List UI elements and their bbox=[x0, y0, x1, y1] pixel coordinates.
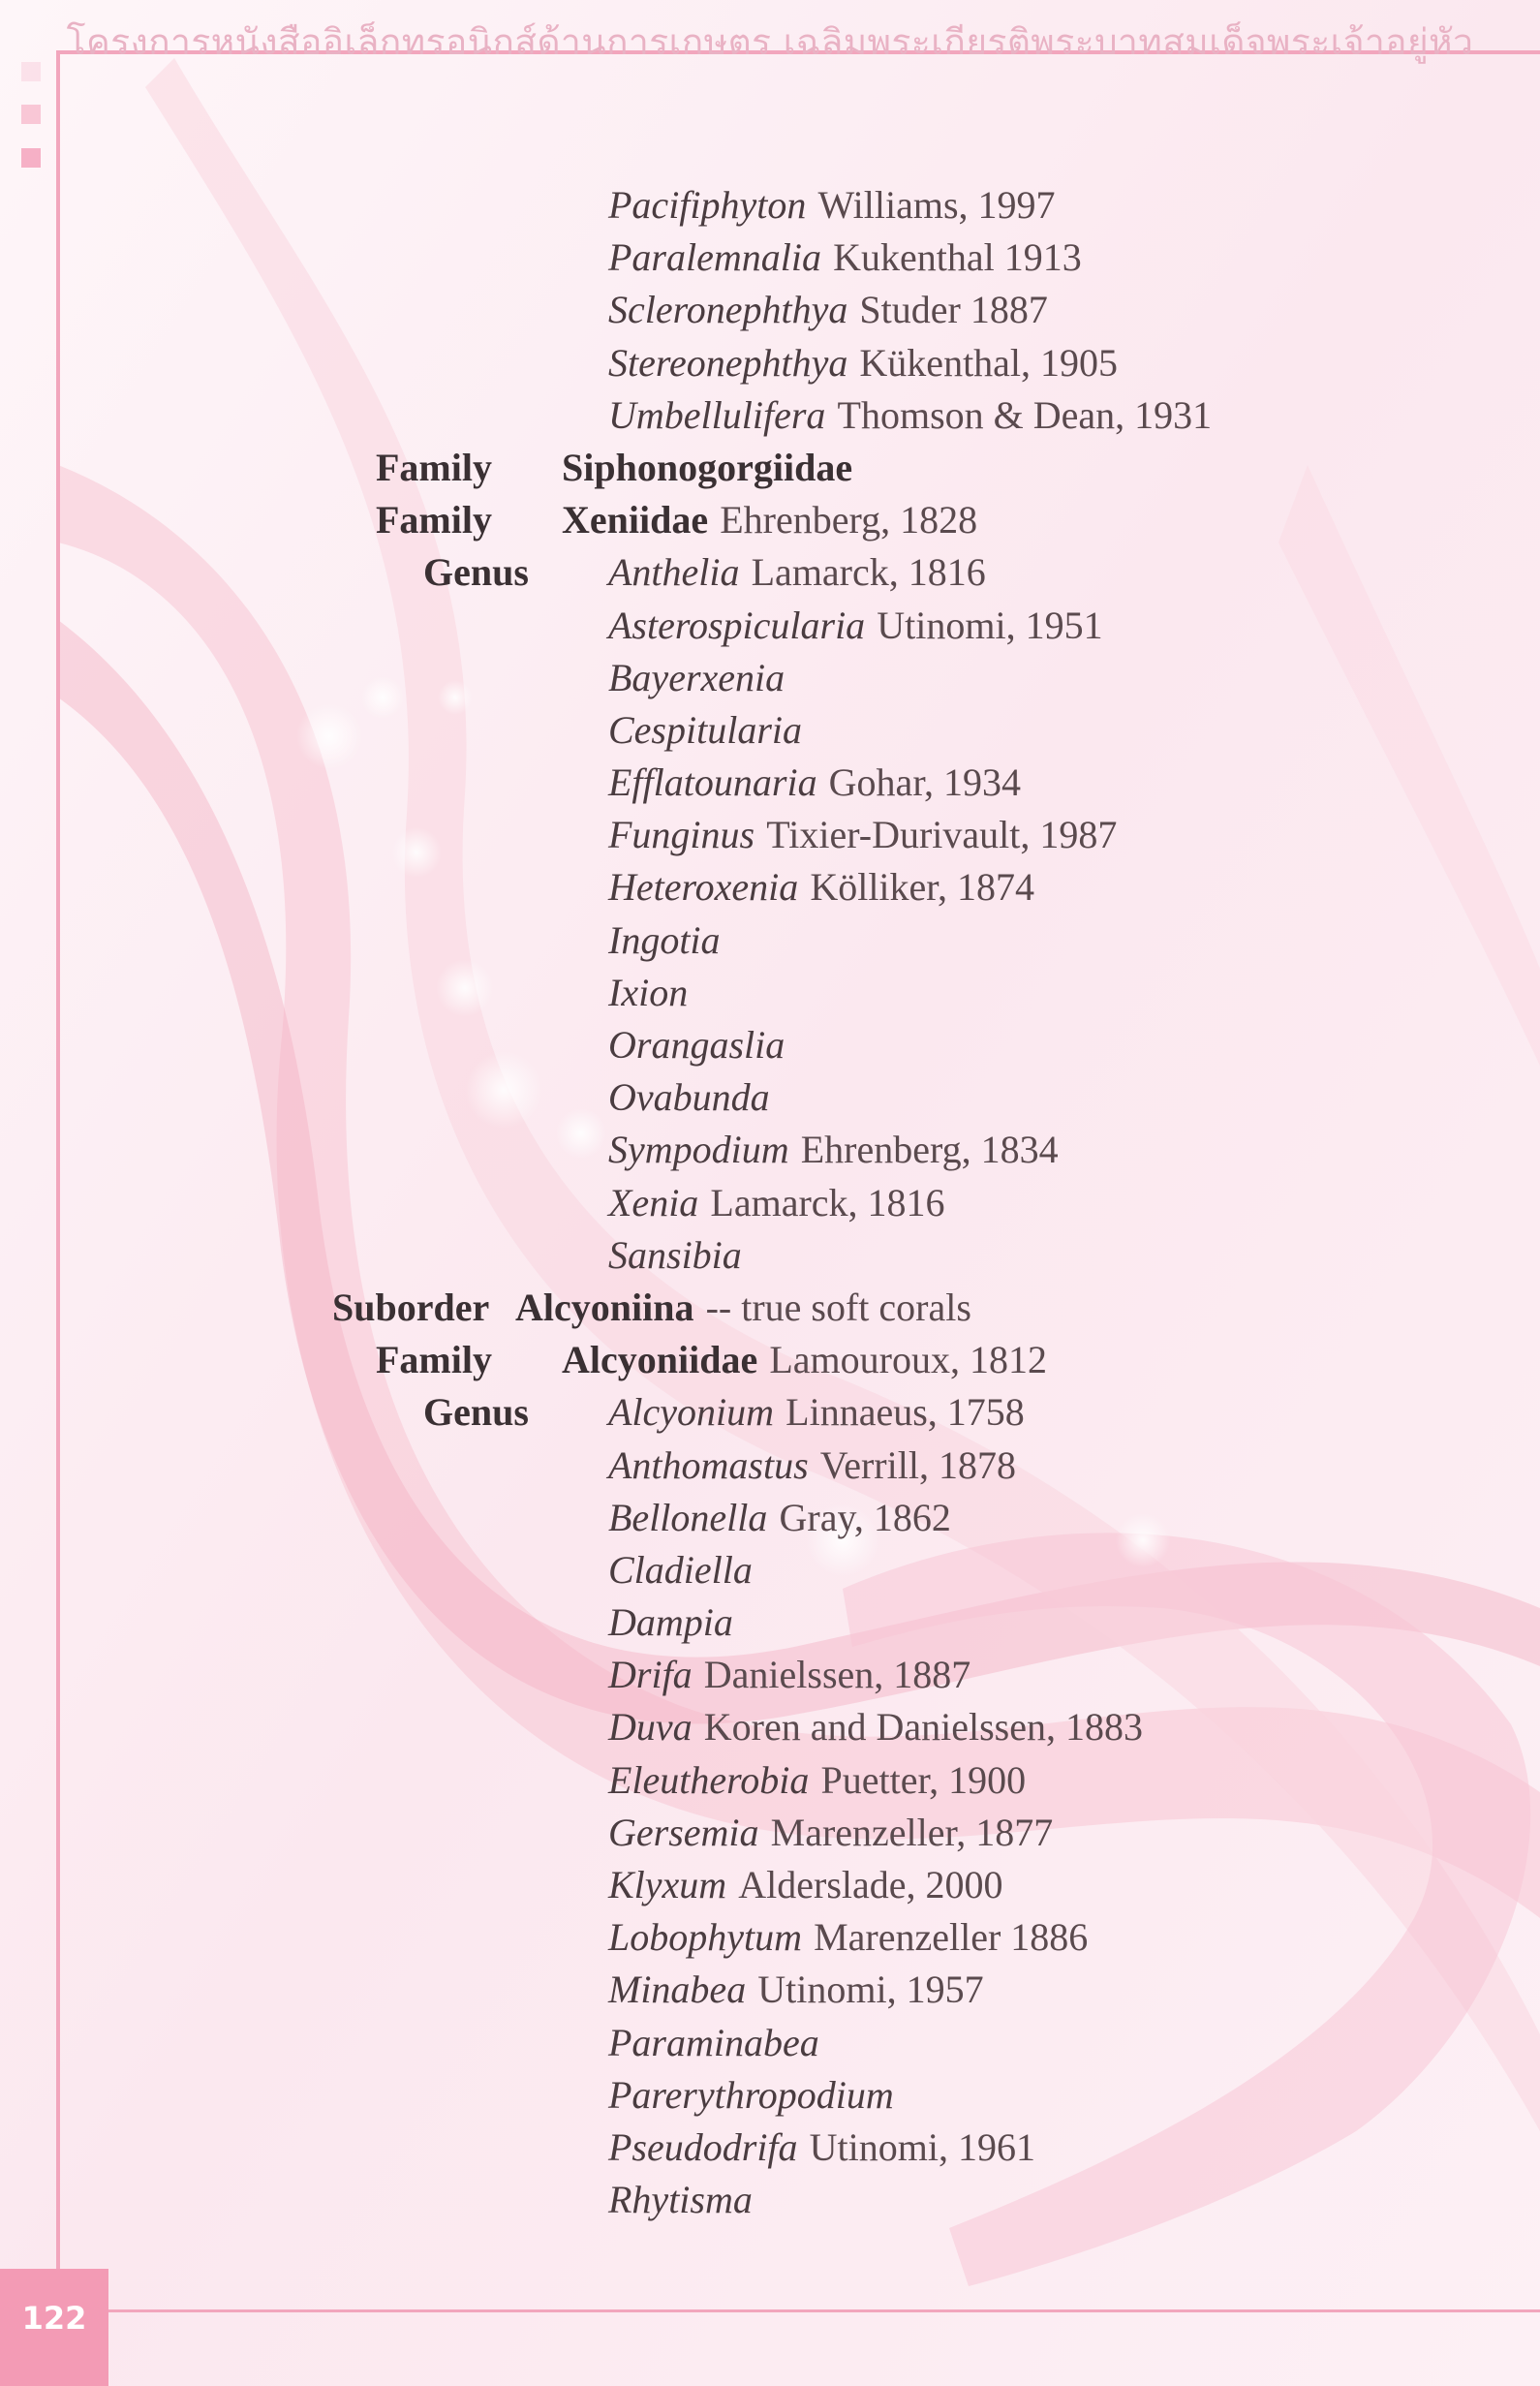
taxon-name: Pseudodrifa bbox=[608, 2124, 798, 2169]
taxon-name: Umbellulifera bbox=[608, 392, 826, 437]
taxon-entry bbox=[608, 1859, 1003, 1911]
taxon-authority: Studer 1887 bbox=[859, 288, 1048, 332]
taxon-row bbox=[329, 1334, 1395, 1386]
taxon-authority: Verrill, 1878 bbox=[819, 1442, 1016, 1487]
taxon-entry bbox=[608, 757, 1021, 809]
taxon-entry bbox=[608, 704, 802, 757]
taxon-name: Bayerxenia bbox=[608, 655, 785, 699]
taxon-entry bbox=[562, 1334, 1047, 1386]
taxon-name: Parerythropodium bbox=[608, 2072, 894, 2117]
taxon-name: Alcyoniidae bbox=[562, 1338, 758, 1382]
taxon-entry bbox=[608, 1701, 1143, 1753]
decorative-square bbox=[21, 105, 41, 124]
taxon-entry bbox=[608, 546, 986, 599]
taxon-row bbox=[329, 442, 1395, 494]
taxon-authority: Lamarck, 1816 bbox=[751, 550, 986, 595]
taxon-row bbox=[329, 2122, 1395, 2174]
taxon-name: Sympodium bbox=[608, 1128, 789, 1172]
taxon-row bbox=[329, 1649, 1395, 1701]
taxon-authority: Utinomi, 1961 bbox=[809, 2124, 1035, 2169]
taxon-row bbox=[329, 232, 1395, 284]
taxon-entry bbox=[608, 1229, 742, 1282]
taxon-row bbox=[329, 1596, 1395, 1649]
taxon-name: Minabea bbox=[608, 1968, 747, 2012]
taxon-entry bbox=[608, 967, 688, 1019]
taxon-entry bbox=[608, 1492, 951, 1544]
taxon-row bbox=[329, 1071, 1395, 1124]
page-number: 122 bbox=[21, 2300, 87, 2337]
taxon-entry bbox=[608, 2017, 819, 2069]
frame-bottom-line bbox=[108, 2309, 1540, 2312]
taxon-row bbox=[329, 600, 1395, 652]
taxon-name: Pacifiphyton bbox=[608, 183, 807, 227]
taxon-row bbox=[329, 861, 1395, 914]
taxon-entry bbox=[608, 1807, 1053, 1859]
book-header: โครงการหนังสืออิเล็กทรอนิกส์ด้านการเกษตร เฉลิมพระเกียรติพระบาทสมเด็จพระเจ้าอยู่หัว bbox=[66, 21, 1474, 63]
taxon-name: Siphonogorgiidae bbox=[562, 445, 853, 489]
taxon-row bbox=[329, 809, 1395, 861]
taxon-row bbox=[329, 1177, 1395, 1229]
taxon-entry bbox=[608, 1964, 984, 2016]
taxon-entry bbox=[608, 389, 1212, 442]
taxon-row bbox=[329, 494, 1395, 546]
taxon-authority: Tixier-Durivault, 1987 bbox=[766, 813, 1118, 857]
taxon-name: Anthelia bbox=[608, 550, 740, 595]
taxon-authority: Lamarck, 1816 bbox=[710, 1180, 945, 1224]
taxon-authority: Ehrenberg, 1834 bbox=[800, 1128, 1059, 1172]
taxon-row bbox=[329, 914, 1395, 967]
taxon-name: Eleutherobia bbox=[608, 1757, 810, 1802]
taxon-authority: Marenzeller, 1877 bbox=[770, 1810, 1054, 1854]
taxon-name: Gersemia bbox=[608, 1810, 759, 1854]
taxon-row bbox=[329, 757, 1395, 809]
taxon-name: Paraminabea bbox=[608, 2020, 819, 2064]
taxon-name: Dampia bbox=[608, 1600, 733, 1645]
taxon-name: Xenia bbox=[608, 1180, 699, 1224]
taxon-entry bbox=[608, 284, 1048, 336]
taxon-name: Duva bbox=[608, 1705, 693, 1750]
taxon-name: Cespitularia bbox=[608, 707, 803, 752]
taxon-row bbox=[329, 337, 1395, 389]
taxon-row bbox=[329, 1124, 1395, 1176]
rank-label: Family bbox=[376, 498, 492, 542]
taxon-authority: Danielssen, 1887 bbox=[703, 1653, 971, 1697]
taxon-row bbox=[329, 546, 1395, 599]
taxon-authority: -- true soft corals bbox=[705, 1285, 971, 1329]
taxon-row bbox=[329, 1701, 1395, 1753]
taxon-authority: Ehrenberg, 1828 bbox=[720, 498, 978, 542]
taxon-entry bbox=[608, 600, 1103, 652]
taxon-authority: Williams, 1997 bbox=[817, 183, 1056, 227]
taxon-entry bbox=[608, 232, 1082, 284]
taxon-name: Bellonella bbox=[608, 1495, 768, 1539]
taxon-name: Klyxum bbox=[608, 1863, 727, 1906]
taxon-name: Ixion bbox=[608, 970, 689, 1014]
taxon-authority: Utinomi, 1951 bbox=[877, 603, 1103, 647]
taxon-entry bbox=[515, 1282, 971, 1334]
taxon-name: Paralemnalia bbox=[608, 235, 821, 280]
taxon-entry bbox=[608, 2069, 894, 2122]
taxon-name: Funginus bbox=[608, 813, 755, 857]
taxon-authority: Gray, 1862 bbox=[779, 1495, 951, 1539]
taxon-name: Alcyoniina bbox=[515, 1285, 694, 1329]
taxon-authority: Kükenthal, 1905 bbox=[859, 340, 1119, 385]
frame-left-line bbox=[56, 50, 60, 2269]
taxon-row bbox=[329, 1282, 1395, 1334]
taxon-entry bbox=[562, 442, 852, 494]
taxon-row bbox=[329, 704, 1395, 757]
taxon-row bbox=[329, 2017, 1395, 2069]
taxon-entry bbox=[608, 1177, 945, 1229]
taxon-row bbox=[329, 179, 1395, 232]
taxon-name: Ingotia bbox=[608, 917, 721, 962]
taxon-name: Stereonephthya bbox=[608, 340, 848, 385]
taxon-name: Xeniidae bbox=[562, 498, 709, 542]
taxon-row bbox=[329, 1492, 1395, 1544]
taxon-row bbox=[329, 1229, 1395, 1282]
rank-label: Suborder bbox=[332, 1285, 490, 1329]
taxon-name: Drifa bbox=[608, 1653, 693, 1697]
taxon-name: Ovabunda bbox=[608, 1075, 770, 1120]
taxon-row bbox=[329, 1544, 1395, 1596]
taxon-name: Orangaslia bbox=[608, 1023, 785, 1067]
taxon-entry bbox=[608, 1649, 970, 1701]
taxon-entry bbox=[608, 1124, 1059, 1176]
rank-label: Family bbox=[376, 445, 492, 489]
taxon-name: Anthomastus bbox=[608, 1442, 809, 1487]
taxon-authority: Linnaeus, 1758 bbox=[785, 1390, 1025, 1435]
taxon-name: Sansibia bbox=[608, 1232, 742, 1277]
rank-label: Genus bbox=[423, 550, 529, 595]
taxon-row bbox=[329, 1911, 1395, 1964]
taxon-name: Asterospicularia bbox=[608, 603, 866, 647]
taxon-entry bbox=[608, 1440, 1016, 1492]
taxon-entry bbox=[608, 1071, 770, 1124]
taxon-row bbox=[329, 1754, 1395, 1807]
taxon-authority: Thomson & Dean, 1931 bbox=[837, 392, 1213, 437]
rank-label: Family bbox=[376, 1338, 492, 1382]
taxon-authority: Utinomi, 1957 bbox=[757, 1968, 984, 2012]
taxon-entry bbox=[608, 1596, 733, 1649]
taxonomy-list bbox=[329, 179, 1395, 2226]
taxon-authority: Puetter, 1900 bbox=[820, 1757, 1027, 1802]
taxon-name: Scleronephthya bbox=[608, 288, 848, 332]
taxon-entry bbox=[608, 1386, 1025, 1439]
taxon-entry bbox=[608, 179, 1056, 232]
rank-label: Genus bbox=[423, 1390, 529, 1435]
taxon-row bbox=[329, 2174, 1395, 2226]
taxon-entry bbox=[608, 1754, 1026, 1807]
taxon-row bbox=[329, 1859, 1395, 1911]
taxon-row bbox=[329, 1019, 1395, 1071]
taxon-entry bbox=[562, 494, 977, 546]
taxon-entry bbox=[608, 861, 1034, 914]
taxon-authority: Koren and Danielssen, 1883 bbox=[703, 1705, 1143, 1750]
taxon-row bbox=[329, 1964, 1395, 2016]
taxon-name: Heteroxenia bbox=[608, 865, 799, 910]
taxon-authority: Kölliker, 1874 bbox=[810, 865, 1035, 910]
taxon-entry bbox=[608, 1019, 785, 1071]
taxon-authority: Marenzeller 1886 bbox=[814, 1915, 1089, 1960]
taxon-authority: Gohar, 1934 bbox=[828, 760, 1022, 805]
taxon-authority: Kukenthal 1913 bbox=[833, 235, 1082, 280]
taxon-name: Cladiella bbox=[608, 1547, 753, 1592]
taxon-row bbox=[329, 967, 1395, 1019]
taxon-row bbox=[329, 1440, 1395, 1492]
taxon-row bbox=[329, 284, 1395, 336]
taxon-entry bbox=[608, 2122, 1035, 2174]
taxon-row bbox=[329, 389, 1395, 442]
taxon-authority: Lamouroux, 1812 bbox=[769, 1338, 1047, 1382]
taxon-entry bbox=[608, 1544, 753, 1596]
taxon-name: Lobophytum bbox=[608, 1915, 802, 1960]
taxon-row bbox=[329, 1386, 1395, 1439]
taxon-row bbox=[329, 2069, 1395, 2122]
taxon-row bbox=[329, 1807, 1395, 1859]
taxon-entry bbox=[608, 337, 1118, 389]
taxon-name: Efflatounaria bbox=[608, 760, 817, 805]
taxon-name: Rhytisma bbox=[608, 2178, 753, 2222]
taxon-authority: Alderslade, 2000 bbox=[738, 1863, 1003, 1906]
taxon-entry bbox=[608, 914, 721, 967]
decorative-square bbox=[21, 148, 41, 168]
taxon-entry bbox=[608, 1911, 1088, 1964]
taxon-name: Alcyonium bbox=[608, 1390, 775, 1435]
taxon-entry bbox=[608, 809, 1117, 861]
taxon-entry bbox=[608, 2174, 753, 2226]
taxon-row bbox=[329, 652, 1395, 704]
taxon-entry bbox=[608, 652, 785, 704]
